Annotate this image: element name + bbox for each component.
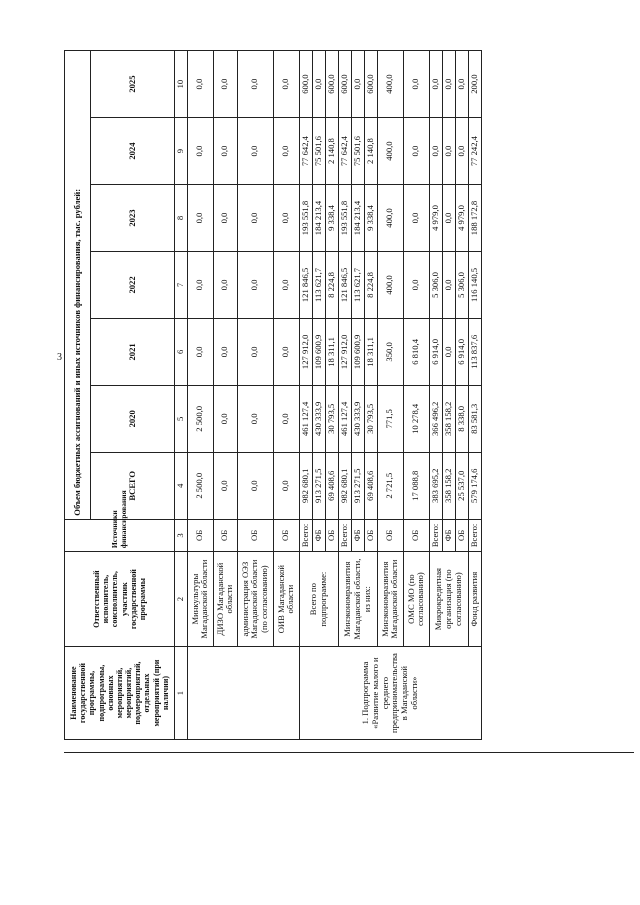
col-num: 6 [175,318,188,385]
value-cell: 0,0 [273,452,299,519]
value-cell: 0,0 [442,318,455,385]
value-cell: 77 242,4 [468,118,481,185]
value-cell: 400,0 [377,185,403,252]
funding-table [64,50,482,740]
source-cell: ФБ [312,519,325,551]
value-cell: 6 914,0 [455,318,468,385]
executor-cell: ОИВ Магаданской области [273,552,299,647]
value-cell: 358 158,2 [442,452,455,519]
value-cell: 0,0 [403,185,429,252]
value-cell: 2 500,0 [187,452,213,519]
value-cell: 121 846,5 [338,251,351,318]
value-cell: 2 500,0 [187,385,213,452]
value-cell: 6 810,4 [403,318,429,385]
value-cell: 0,0 [213,452,237,519]
value-cell: 0,0 [237,251,273,318]
source-cell: ОБ [213,519,237,551]
source-cell: ОБ [273,519,299,551]
value-cell: 0,0 [273,385,299,452]
value-cell: 0,0 [273,318,299,385]
value-cell: 0,0 [273,185,299,252]
value-cell: 127 912,0 [299,318,312,385]
value-cell: 600,0 [364,51,377,118]
col-num: 3 [175,519,188,551]
year-2021: 2021 [91,318,175,385]
value-cell: 5 306,0 [429,251,442,318]
col-num: 7 [175,251,188,318]
col-num: 9 [175,118,188,185]
value-cell: 0,0 [187,51,213,118]
value-cell: 461 127,4 [338,385,351,452]
year-total: ВСЕГО [91,452,175,519]
value-cell: 600,0 [299,51,312,118]
value-cell: 10 278,4 [403,385,429,452]
column-numbers-row [175,51,188,740]
header-funding-title: Объем бюджетных ассигнований и иных источников финансирования, тыс. рублей: [65,51,91,520]
value-cell: 75 501,6 [351,118,364,185]
value-cell: 113 837,6 [468,318,481,385]
value-cell: 184 213,4 [312,185,325,252]
col-num: 4 [175,452,188,519]
source-cell: ОБ [237,519,273,551]
value-cell: 0,0 [187,251,213,318]
value-cell: 2 140,8 [364,118,377,185]
value-cell: 913 271,5 [351,452,364,519]
source-cell: ОБ [187,519,213,551]
year-2024: 2024 [91,118,175,185]
source-cell: ОБ [364,519,377,551]
value-cell: 400,0 [377,118,403,185]
value-cell: 982 680,1 [299,452,312,519]
col-num: 5 [175,385,188,452]
year-2020: 2020 [91,385,175,452]
value-cell: 0,0 [273,118,299,185]
value-cell: 4 979,0 [429,185,442,252]
value-cell: 0,0 [237,185,273,252]
value-cell: 0,0 [213,118,237,185]
rotated-table-page [64,50,596,740]
header-executor: Ответственный исполнитель, соисполнитель, участник государственной программы [65,552,175,647]
value-cell: 193 551,8 [338,185,351,252]
value-cell: 77 642,4 [338,118,351,185]
year-2023: 2023 [91,185,175,252]
value-cell: 0,0 [455,118,468,185]
value-cell: 0,0 [237,452,273,519]
subprogram-label: 1. Подпрограмма «Развитие малого и среднего предпринимательства в Магаданской области» [299,647,481,740]
value-cell: 579 174,6 [468,452,481,519]
header-program: Наименование государственной программы, подпрограммы, основных мероприятий, мероприятий, подмероприятий, отдельных мероприятий (при наличии) [65,647,175,740]
value-cell: 0,0 [351,51,364,118]
col-num: 10 [175,51,188,118]
value-cell: 0,0 [237,51,273,118]
year-2025: 2025 [91,51,175,118]
value-cell: 0,0 [187,318,213,385]
value-cell: 350,0 [377,318,403,385]
source-cell: ФБ [351,519,364,551]
value-cell: 200,0 [468,51,481,118]
value-cell: 982 680,1 [338,452,351,519]
source-cell: Всего: [429,519,442,551]
value-cell: 9 338,4 [364,185,377,252]
value-cell: 0,0 [442,51,455,118]
source-cell: ОБ [455,519,468,551]
value-cell: 83 581,3 [468,385,481,452]
value-cell: 0,0 [213,318,237,385]
value-cell: 0,0 [403,51,429,118]
value-cell: 17 088,8 [403,452,429,519]
executor-cell: Минэкономразвития Магаданской области, из них: [338,552,377,647]
value-cell: 600,0 [325,51,338,118]
value-cell: 400,0 [377,251,403,318]
value-cell: 109 600,9 [312,318,325,385]
source-cell: Всего: [299,519,312,551]
value-cell: 75 501,6 [312,118,325,185]
value-cell: 430 333,9 [312,385,325,452]
value-cell: 366 496,2 [429,385,442,452]
value-cell: 400,0 [377,51,403,118]
value-cell: 0,0 [187,185,213,252]
col-num: 2 [175,552,188,647]
value-cell: 8 338,0 [455,385,468,452]
col-num: 8 [175,185,188,252]
value-cell: 6 914,0 [429,318,442,385]
value-cell: 0,0 [429,118,442,185]
source-cell: ФБ [442,519,455,551]
value-cell: 188 172,8 [468,185,481,252]
value-cell: 771,5 [377,385,403,452]
col-num: 1 [175,647,188,740]
value-cell: 430 333,9 [351,385,364,452]
value-cell: 127 912,0 [338,318,351,385]
value-cell: 0,0 [187,118,213,185]
source-cell: ОБ [325,519,338,551]
value-cell: 69 408,6 [325,452,338,519]
value-cell: 0,0 [442,185,455,252]
value-cell: 461 127,4 [299,385,312,452]
value-cell: 184 213,4 [351,185,364,252]
value-cell: 0,0 [237,385,273,452]
value-cell: 193 551,8 [299,185,312,252]
source-cell: ОБ [377,519,403,551]
executor-cell: ОМС МО (по согласованию) [403,552,429,647]
value-cell: 18 311,1 [325,318,338,385]
source-cell: ОБ [403,519,429,551]
executor-cell: администрация ОЭЗ Магаданской области (по согласованию) [237,552,273,647]
value-cell: 8 224,8 [364,251,377,318]
value-cell: 2 721,5 [377,452,403,519]
value-cell: 109 600,9 [351,318,364,385]
value-cell: 0,0 [213,185,237,252]
value-cell: 0,0 [442,251,455,318]
value-cell: 0,0 [442,118,455,185]
value-cell: 0,0 [273,51,299,118]
value-cell: 913 271,5 [312,452,325,519]
value-cell: 2 140,8 [325,118,338,185]
value-cell: 0,0 [237,318,273,385]
value-cell: 0,0 [213,385,237,452]
value-cell: 77 642,4 [299,118,312,185]
value-cell: 0,0 [429,51,442,118]
value-cell: 69 408,6 [364,452,377,519]
value-cell: 30 793,5 [325,385,338,452]
value-cell: 0,0 [403,118,429,185]
executor-cell: Фонд развития [468,552,481,647]
program-cell-empty [187,647,299,740]
value-cell: 113 621,7 [351,251,364,318]
value-cell: 600,0 [338,51,351,118]
executor-cell: Минкультуры Магаданской области [187,552,213,647]
value-cell: 30 793,5 [364,385,377,452]
value-cell: 0,0 [213,251,237,318]
value-cell: 18 311,1 [364,318,377,385]
value-cell: 0,0 [312,51,325,118]
value-cell: 0,0 [237,118,273,185]
executor-cell: Микрокредитная организация (по согласованию) [429,552,468,647]
value-cell: 0,0 [403,251,429,318]
value-cell: 358 158,2 [442,385,455,452]
page-number: 3 [57,352,62,363]
source-cell: Всего: [468,519,481,551]
header-source: Источники финансирования [65,519,175,551]
executor-cell: Минэкономразвития Магаданской области [377,552,403,647]
value-cell: 8 224,8 [325,251,338,318]
value-cell: 121 846,5 [299,251,312,318]
executor-cell: Всего по подпрограмме: [299,552,338,647]
value-cell: 116 140,5 [468,251,481,318]
value-cell: 113 621,7 [312,251,325,318]
page-divider [64,752,634,753]
source-cell: Всего: [338,519,351,551]
value-cell: 25 537,0 [455,452,468,519]
value-cell: 0,0 [455,51,468,118]
executor-cell: ДИЗО Магаданской области [213,552,237,647]
value-cell: 0,0 [213,51,237,118]
value-cell: 0,0 [273,251,299,318]
value-cell: 5 306,0 [455,251,468,318]
value-cell: 9 338,4 [325,185,338,252]
year-2022: 2022 [91,251,175,318]
value-cell: 383 695,2 [429,452,442,519]
value-cell: 4 979,0 [455,185,468,252]
